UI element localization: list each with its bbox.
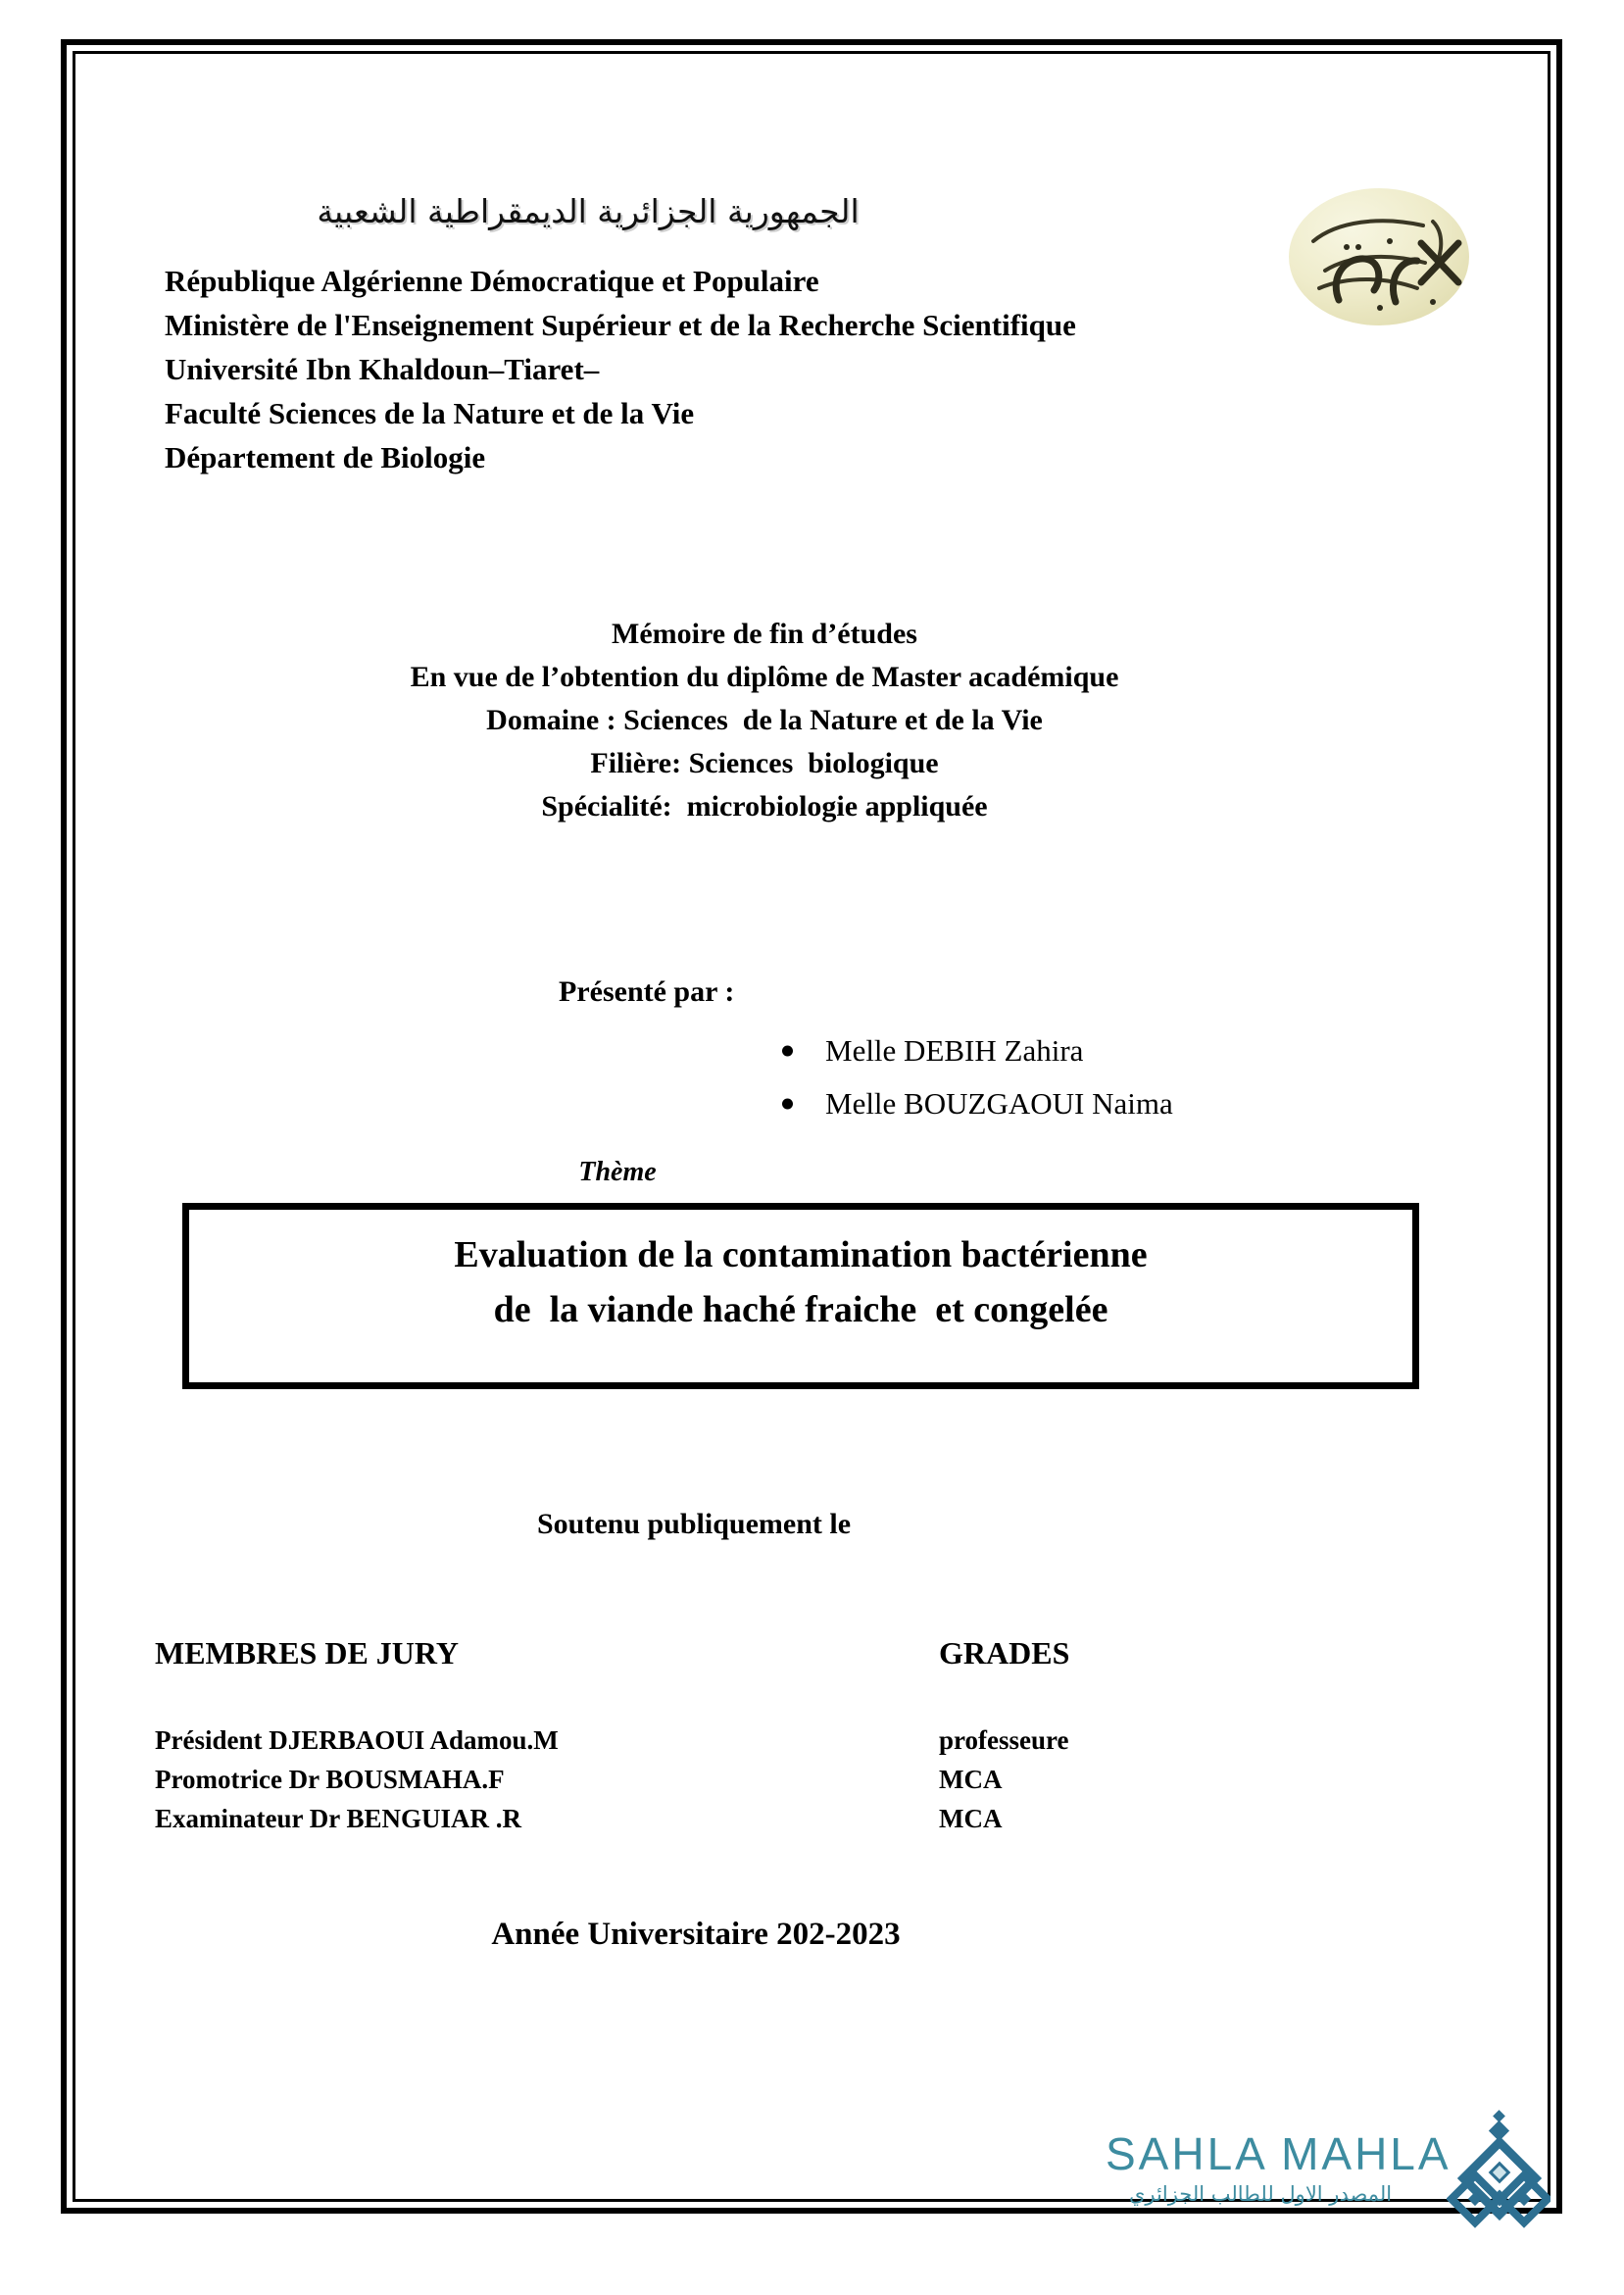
diploma-line-filiere: Filière: Sciences biologique	[590, 747, 939, 779]
column-header-members: MEMBRES DE JURY	[155, 1635, 459, 1671]
diploma-line-master: En vue de l’obtention du diplôme de Master académique	[410, 661, 1119, 693]
sahla-mahla-diamond-icon	[1447, 2108, 1550, 2233]
list-item	[774, 1024, 1173, 1077]
header-line-university: Université Ibn Khaldoun–Tiaret–	[165, 352, 600, 386]
table-row	[155, 1760, 1360, 1799]
jury-member-name: Promotrice Dr BOUSMAHA.F	[155, 1765, 505, 1794]
thesis-title-line-1: Evaluation de la contamination bactérienne	[454, 1234, 1148, 1275]
bullet-icon	[782, 1099, 793, 1110]
defense-date-label: Soutenu publiquement le	[536, 1508, 852, 1540]
academic-year: Année Universitaire 202-2023	[491, 1917, 901, 1952]
jury-member-name: Président DJERBAOUI Adamou.M	[155, 1725, 559, 1755]
thesis-title-box	[182, 1203, 1419, 1389]
watermark-subtitle: المصدر الاول للطالب الجزائري	[1129, 2182, 1393, 2206]
header-line-faculty: Faculté Sciences de la Nature et de la Vie	[165, 396, 695, 430]
jury-table-header	[155, 1635, 1360, 1671]
jury-member-name: Examinateur Dr BENGUIAR .R	[155, 1804, 522, 1833]
diploma-line-specialite: Spécialité: microbiologie appliquée	[541, 790, 988, 823]
list-item	[774, 1077, 1173, 1130]
jury-table	[155, 1635, 1360, 1838]
header-line-ministry: Ministère de l'Enseignement Supérieur et de la Recherche Scientifique	[165, 308, 1076, 342]
author-name: Melle BOUZGAOUI Naima	[825, 1086, 1173, 1121]
arabic-republic-banner: الجمهورية الجزائرية الديمقراطية الشعبية	[317, 192, 860, 230]
header-line-department: Département de Biologie	[165, 440, 486, 474]
presented-by-label: Présenté par :	[559, 975, 735, 1008]
university-seal-icon	[1286, 186, 1472, 328]
jury-member-grade: MCA	[939, 1804, 1003, 1833]
thesis-title-line-2: de la viande haché fraiche et congelée	[493, 1289, 1108, 1330]
sahla-mahla-watermark	[1106, 2125, 1537, 2243]
diploma-line-domaine: Domaine : Sciences de la Nature et de la Vie	[486, 704, 1043, 736]
theme-label: Thème	[578, 1157, 657, 1187]
jury-member-grade: MCA	[939, 1765, 1003, 1794]
diploma-line-memoire: Mémoire de fin d’études	[612, 618, 917, 650]
authors-list	[774, 1024, 1173, 1130]
watermark-title: SAHLA MAHLA	[1106, 2128, 1452, 2179]
jury-member-grade: professeure	[939, 1725, 1069, 1755]
column-header-grades: GRADES	[939, 1635, 1070, 1671]
institution-header	[165, 259, 1145, 479]
header-line-republic: République Algérienne Démocratique et Populaire	[165, 264, 819, 298]
bullet-icon	[782, 1046, 793, 1057]
table-row	[155, 1721, 1360, 1760]
author-name: Melle DEBIH Zahira	[825, 1033, 1084, 1068]
table-row	[155, 1799, 1360, 1838]
diploma-block	[323, 613, 1206, 828]
